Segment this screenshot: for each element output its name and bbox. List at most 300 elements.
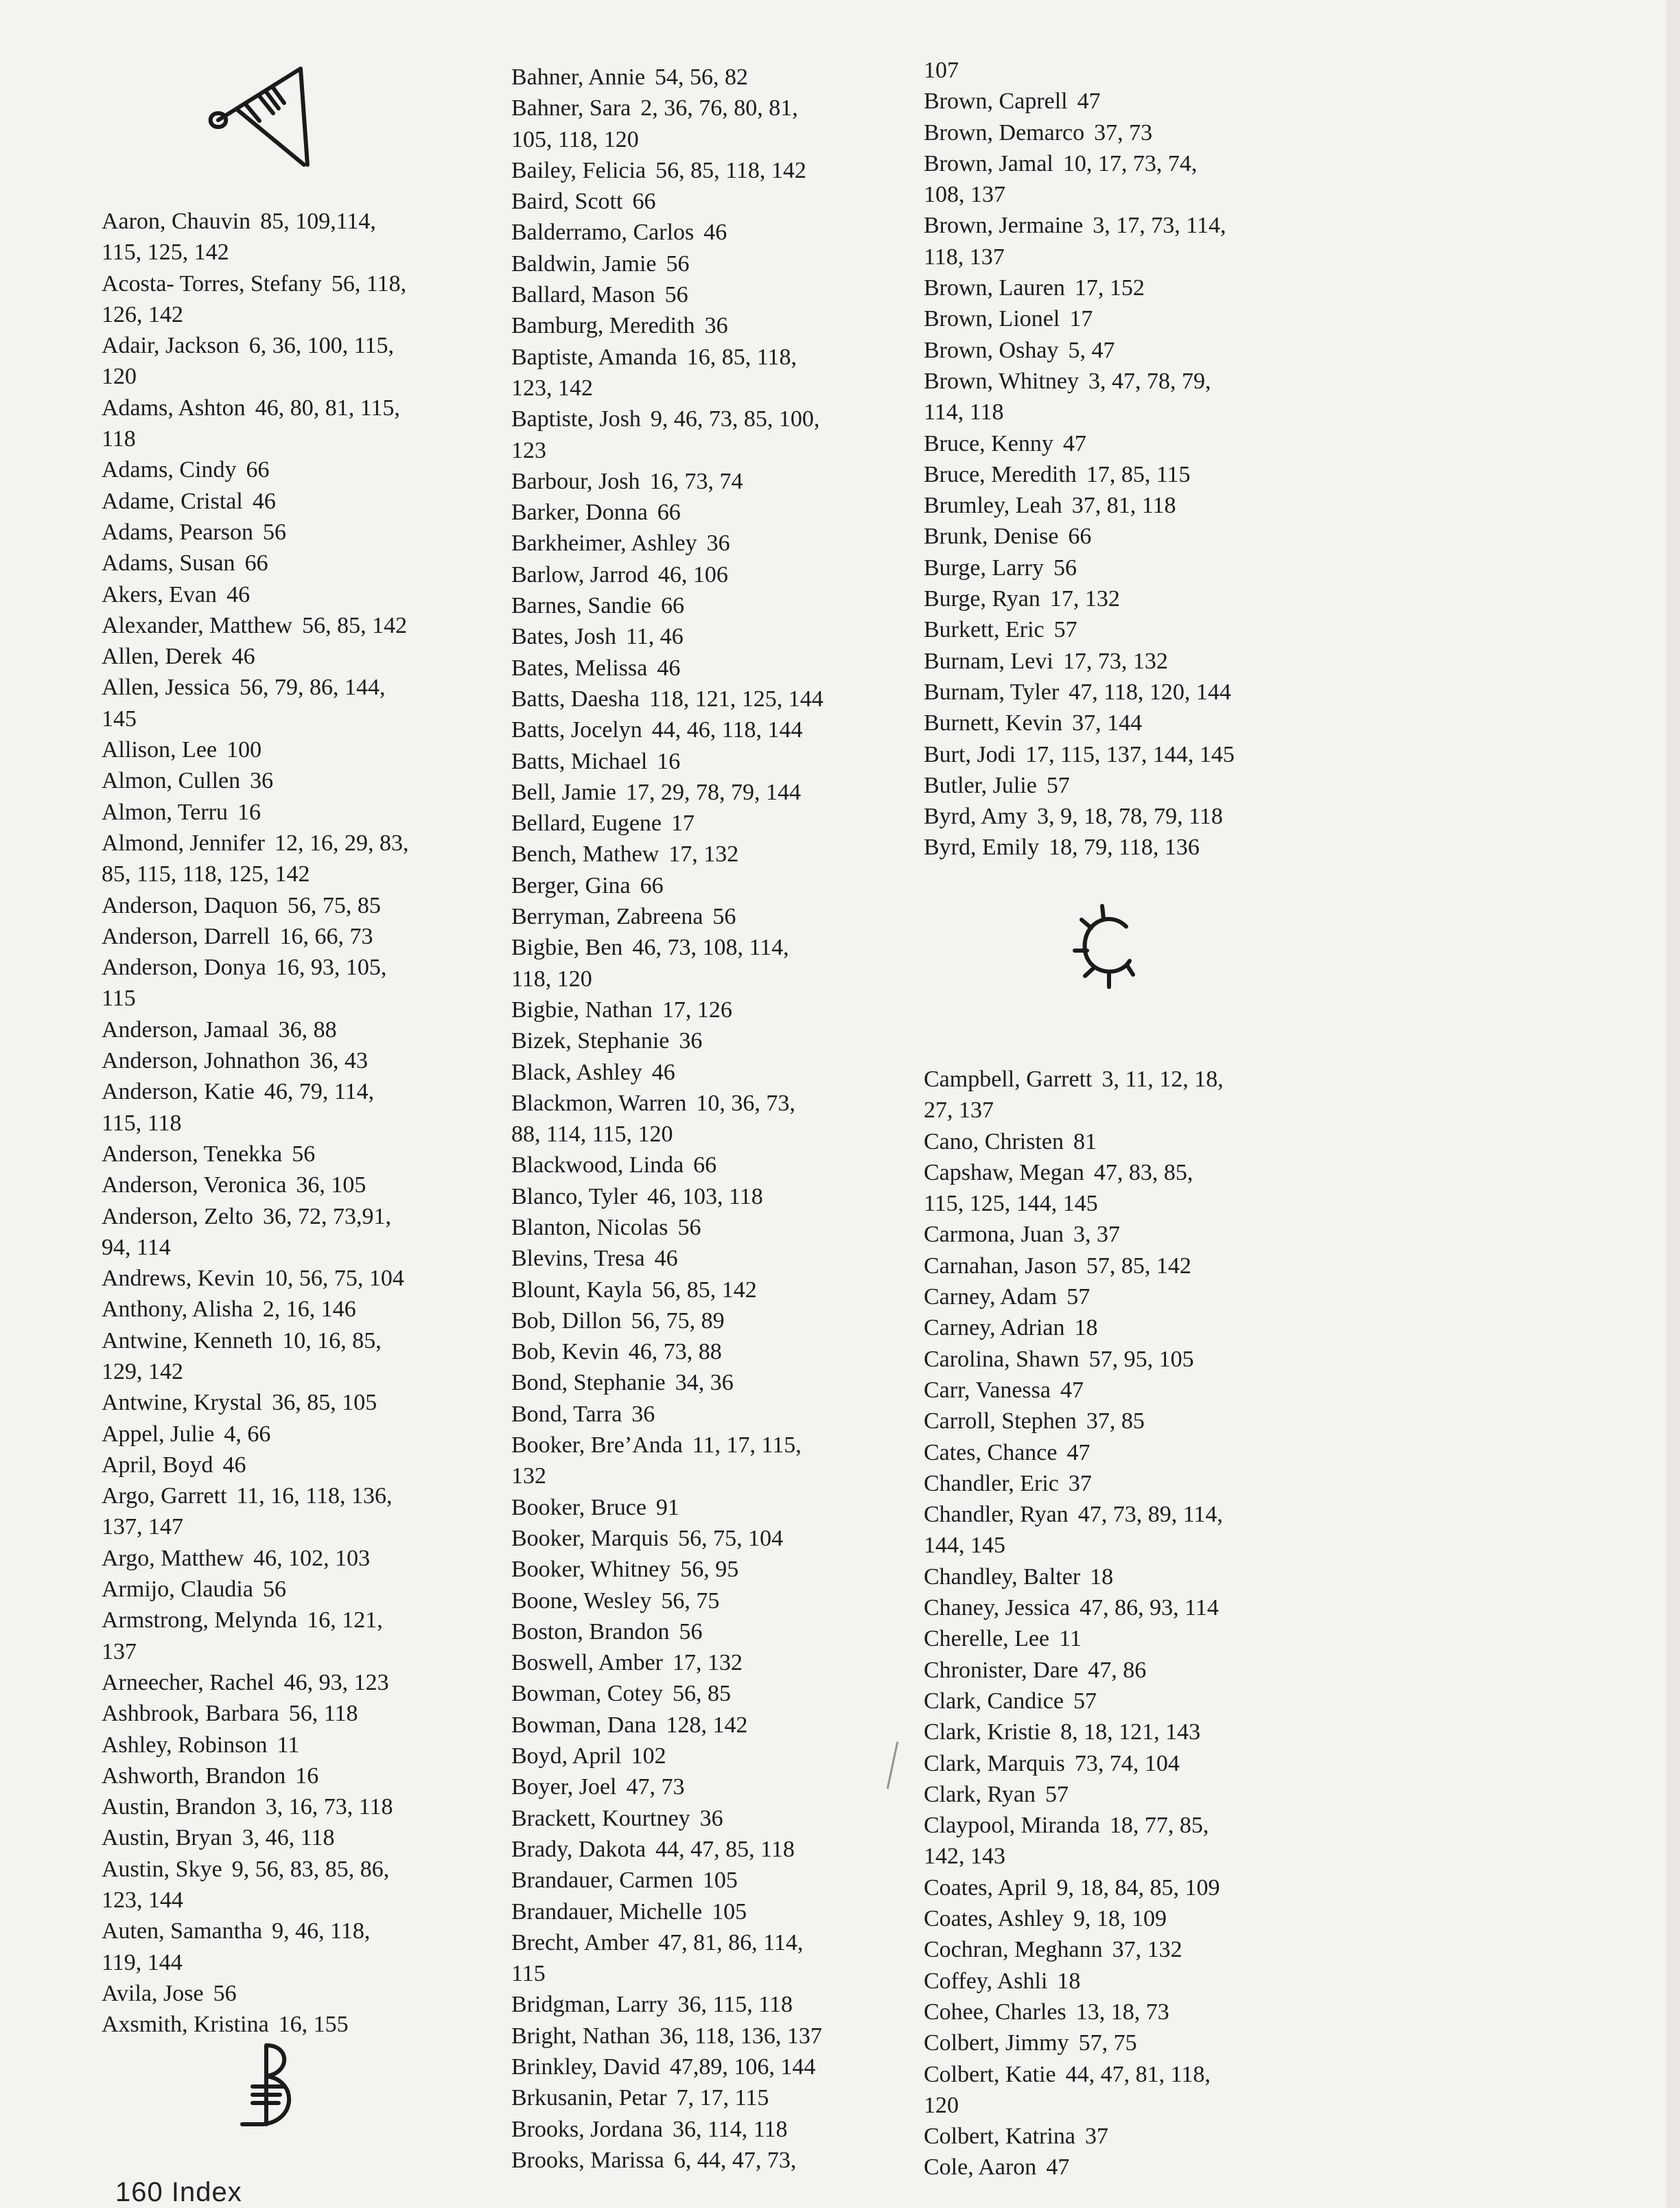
entry-name: Anderson, Tenekka [102,1141,283,1167]
index-entry [924,1872,1224,1903]
entry-pages: 108, 137 [924,182,1005,208]
entry-pages: 81 [1073,1128,1097,1154]
index-entry [511,684,824,714]
entry-name: Bright, Nathan [511,2023,651,2049]
index-entry [511,653,824,684]
entry-list-b-continued [924,55,1235,863]
index-entry [924,2059,1224,2090]
index-entry [511,746,824,777]
entry-pages: 6, 44, 47, 73, [673,2147,797,2173]
entry-name: Cochran, Meghann [924,1937,1103,1963]
index-entry [102,1201,408,1232]
entry-pages: 46, 106 [657,561,728,588]
entry-pages: 115, 125, 142 [102,240,229,266]
entry-pages: 10, 16, 85, [282,1327,382,1353]
entry-pages: 37, 132 [1112,1937,1182,1963]
entry-pages: 56, 75, 89 [631,1308,725,1334]
entry-name: Anderson, Darrell [102,923,270,949]
index-entry-continuation [102,859,408,890]
entry-pages: 17, 152 [1074,275,1145,301]
entry-name: Bruce, Kenny [924,430,1053,456]
entry-pages: 85, 115, 118, 125, 142 [102,861,310,887]
index-entry [924,428,1235,459]
index-entry [924,801,1235,832]
entry-pages: 118, 120 [511,966,592,992]
entry-name: Byrd, Emily [924,835,1040,861]
page-edge [1666,0,1680,2208]
index-entry [102,268,408,299]
entry-name: Alexander, Matthew [102,612,293,638]
entry-name: Cole, Aaron [924,2154,1037,2181]
entry-name: Boyd, April [511,1743,622,1769]
index-entry [102,1387,408,1418]
entry-pages: 3, 17, 73, 114, [1093,213,1226,239]
entry-name: Batts, Michael [511,748,648,774]
entry-pages: 9, 18, 109 [1073,1906,1167,1932]
index-entry [924,614,1235,645]
entry-pages: 66 [246,457,270,483]
index-entry [924,1499,1224,1530]
entry-pages: 56, 95 [680,1557,739,1583]
entry-name: Blount, Kayla [511,1277,642,1303]
index-entry [511,1803,824,1834]
entry-pages: 17, 126 [662,997,732,1023]
entry-pages: 16 [657,748,681,774]
index-entry [102,1698,408,1729]
entry-pages: 56, 118 [288,1701,358,1727]
entry-name: Bench, Mathew [511,841,660,868]
entry-name: Brooks, Marissa [511,2147,664,2173]
entry-pages: 18 [1090,1564,1114,1590]
index-entry [511,2082,824,2113]
index-entry-continuation [511,373,824,404]
index-entry [511,1336,824,1367]
index-entry [924,1406,1224,1437]
index-entry [511,2114,824,2145]
entry-name: Ashbrook, Barbara [102,1701,279,1727]
entry-pages: 56, 75, 104 [678,1525,784,1551]
index-entry [924,1655,1224,1686]
index-entry [511,1492,824,1523]
index-entry [511,404,824,434]
index-entry-continuation [511,1461,824,1491]
entry-pages: 11 [277,1732,300,1758]
entry-pages: 88, 114, 115, 120 [511,1122,673,1148]
entry-pages: 56, 85, 118, 142 [655,157,806,183]
entry-name: Coates, Ashley [924,1906,1064,1932]
index-entry [511,1865,824,1896]
entry-pages: 3, 37 [1073,1222,1120,1248]
entry-name: Barker, Donna [511,500,648,526]
entry-name: Baptiste, Amanda [511,344,677,370]
index-entry [511,1616,824,1647]
entry-pages: 10, 17, 73, 74, [1062,150,1198,176]
entry-name: Brown, Jamal [924,150,1053,176]
index-entry-continuation [924,1188,1224,1219]
index-entry [511,1741,824,1771]
index-entry [102,517,408,548]
index-entry-continuation [102,423,408,454]
index-entry [924,2152,1224,2183]
index-entry [924,1997,1224,2027]
entry-name: Brumley, Leah [924,493,1062,519]
entry-name: Appel, Julie [102,1421,215,1447]
entry-name: Burt, Jodi [924,741,1016,767]
index-entry [102,1978,408,2009]
index-entry-continuation [102,237,408,268]
entry-pages: 10, 56, 75, 104 [264,1266,404,1292]
entry-name: Cates, Chance [924,1439,1058,1465]
index-entry [511,1896,824,1927]
entry-pages: 3, 9, 18, 78, 79, 118 [1037,804,1223,830]
index-entry [511,839,824,870]
entry-pages: 91 [655,1494,679,1520]
entry-pages: 36, 43 [309,1048,368,1074]
entry-name: Brown, Lionel [924,306,1060,332]
entry-name: Anderson, Katie [102,1079,255,1105]
index-entry [511,1834,824,1865]
entry-pages: 6, 36, 100, 115, [248,333,394,359]
entry-pages: 57, 95, 105 [1088,1346,1194,1372]
index-entry [511,342,824,373]
index-entry [102,1076,408,1107]
index-entry [924,1251,1224,1281]
entry-pages: 17, 132 [668,841,739,868]
entry-pages: 2, 16, 146 [262,1297,356,1323]
index-entry [511,186,824,217]
entry-pages: 57 [1046,772,1070,798]
entry-name: Armstrong, Melynda [102,1607,298,1634]
entry-pages: 46 [654,1246,678,1272]
entry-name: Anthony, Alisha [102,1297,253,1323]
entry-pages: 27, 137 [924,1097,994,1124]
entry-name: Almon, Cullen [102,768,241,794]
index-entry [924,1810,1224,1841]
entry-pages: 119, 144 [102,1949,183,1975]
entry-pages: 66 [657,500,681,526]
entry-name: Anderson, Zelto [102,1203,253,1229]
entry-pages: 36, 118, 136, 137 [660,2023,822,2049]
entry-pages: 56, 85 [672,1681,731,1707]
entry-pages: 118, 121, 125, 144 [649,686,824,712]
entry-pages: 118, 137 [924,244,1005,270]
entry-pages: 47, 86 [1088,1657,1147,1683]
entry-name: Anderson, Jamaal [102,1016,269,1043]
index-entry [924,1686,1224,1717]
index-entry [102,1791,408,1822]
index-entry [924,2027,1224,2058]
index-entry [511,1399,824,1430]
entry-pages: 56, 85, 142 [651,1277,757,1303]
entry-name: Bowman, Dana [511,1712,657,1738]
entry-pages: 17, 132 [672,1650,743,1676]
index-entry [511,1554,824,1585]
entry-name: Brkusanin, Petar [511,2085,667,2111]
index-entry [924,1468,1224,1499]
entry-pages: 47, 81, 86, 114, [658,1929,804,1955]
entry-name: Balderramo, Carlos [511,220,695,246]
entry-name: Allen, Derek [102,644,222,670]
entry-name: Arneecher, Rachel [102,1669,275,1695]
index-entry [511,1275,824,1305]
entry-name: Burnam, Levi [924,648,1053,674]
entry-pages: 17, 29, 78, 79, 144 [625,779,801,805]
entry-pages: 37, 85 [1086,1408,1145,1434]
entry-pages: 16, 85, 118, [686,344,797,370]
index-entry [102,797,408,828]
entry-name: Boyer, Joel [511,1774,617,1800]
index-entry [511,1367,824,1398]
entry-pages: 56 [712,904,736,930]
index-entry [924,646,1235,677]
entry-name: Burge, Larry [924,555,1044,581]
entry-name: Austin, Bryan [102,1825,233,1851]
entry-pages: 120 [924,2092,959,2118]
entry-list-c [924,1064,1224,2183]
entry-name: Bell, Jamie [511,779,616,805]
entry-pages: 46 [651,1059,675,1085]
entry-pages: 66 [1068,524,1092,550]
index-entry [102,1854,408,1885]
entry-name: Barnes, Sandie [511,593,651,619]
entry-list-b [511,62,824,2176]
entry-name: Brown, Demarco [924,119,1085,146]
index-entry-continuation [511,964,824,995]
entry-pages: 11 [1059,1626,1082,1652]
index-entry [102,1543,408,1574]
entry-name: Avila, Jose [102,1980,204,2006]
entry-name: Boswell, Amber [511,1650,663,1676]
entry-pages: 137, 147 [102,1514,183,1540]
index-entry [924,1064,1224,1095]
entry-pages: 16, 121, [307,1607,383,1634]
index-entry [511,870,824,901]
entry-pages: 56 [679,1618,703,1645]
entry-pages: 126, 142 [102,301,183,327]
entry-name: Carnahan, Jason [924,1253,1077,1279]
entry-pages: 46, 80, 81, 115, [255,395,400,421]
entry-pages: 3, 16, 73, 118 [265,1794,393,1820]
entry-pages: 44, 47, 81, 118, [1065,2061,1211,2087]
index-entry-continuation [102,1636,408,1667]
entry-pages: 56, 79, 86, 144, [239,675,386,701]
entry-pages: 47 [1066,1439,1090,1465]
page-footer [115,2177,242,2208]
entry-name: Brackett, Kourtney [511,1805,690,1831]
entry-name: Batts, Daesha [511,686,640,712]
index-entry [511,1647,824,1678]
entry-pages: 57 [1053,617,1077,643]
index-entry-continuation [102,299,408,330]
index-entry [511,2052,824,2082]
entry-pages: 46, 102, 103 [253,1545,371,1571]
entry-pages: 66 [640,872,664,898]
index-entry [511,1585,824,1616]
entry-pages: 36 [704,313,728,339]
index-entry [102,1760,408,1791]
entry-pages: 115, 118 [102,1110,182,1136]
entry-pages: 7, 17, 115 [676,2085,769,2111]
entry-pages: 47 [1062,430,1086,456]
entry-pages: 8, 18, 121, 143 [1060,1719,1201,1745]
entry-name: Brandauer, Michelle [511,1898,703,1925]
entry-pages: 107 [924,58,959,83]
entry-pages: 36, 72, 73,91, [262,1203,391,1229]
entry-pages: 2, 36, 76, 80, 81, [640,95,798,121]
entry-pages: 57 [1073,1688,1097,1714]
entry-pages: 47 [1060,1377,1084,1403]
index-entry [511,62,824,93]
scan-mark [887,1741,898,1789]
entry-name: Clark, Ryan [924,1781,1036,1807]
index-entry [924,832,1235,863]
index-entry [924,770,1235,801]
entry-name: Booker, Whitney [511,1557,671,1583]
index-entry [924,1903,1224,1934]
entry-pages: 36, 115, 118 [677,1992,793,2018]
entry-pages: 46, 73, 108, 114, [632,935,789,961]
entry-name: Carmona, Juan [924,1222,1064,1248]
entry-name: Cherelle, Lee [924,1626,1050,1652]
entry-name: Booker, Bre’Anda [511,1432,683,1459]
entry-name: Brunk, Denise [924,524,1059,550]
entry-pages: 18 [1074,1315,1098,1341]
entry-name: Capshaw, Megan [924,1159,1084,1185]
entry-name: Bailey, Felicia [511,157,646,183]
index-entry [924,1312,1224,1343]
entry-pages: 36, 105 [296,1172,366,1198]
index-entry [511,995,824,1025]
entry-name: Auten, Samantha [102,1918,263,1944]
entry-name: Blackmon, Warren [511,1090,687,1116]
entry-pages: 17 [1069,306,1093,332]
entry-name: Bellard, Eugene [511,811,662,837]
entry-pages: 10, 36, 73, [696,1090,795,1116]
index-entry [511,590,824,621]
entry-name: Burkett, Eric [924,617,1045,643]
entry-name: Boston, Brandon [511,1618,670,1645]
index-entry [102,1139,408,1170]
index-entry [511,621,824,652]
index-entry [924,490,1235,521]
entry-name: Bates, Melissa [511,655,648,681]
index-entry [924,583,1235,614]
entry-pages: 16 [237,799,261,825]
entry-pages: 13, 18, 73 [1075,1999,1169,2025]
entry-name: Baptiste, Josh [511,406,641,432]
entry-pages: 128, 142 [666,1712,748,1738]
index-entry [102,1605,408,1636]
entry-name: Bigbie, Nathan [511,997,653,1023]
entry-pages: 36 [250,768,274,794]
entry-name: Baldwin, Jamie [511,251,657,277]
index-entry-continuation [102,1108,408,1139]
entry-pages: 46 [657,655,681,681]
entry-pages: 37, 144 [1072,710,1143,736]
index-entry [511,1088,824,1119]
entry-name: Antwine, Krystal [102,1390,263,1416]
index-entry [102,610,408,641]
entry-pages: 66 [660,593,684,619]
index-entry [924,117,1235,148]
index-entry [924,553,1235,583]
entry-name: Blevins, Tresa [511,1246,645,1272]
index-entry [511,714,824,745]
entry-pages: 5, 47 [1068,337,1115,363]
entry-name: Barbour, Josh [511,468,640,494]
entry-name: Bates, Josh [511,624,616,650]
index-entry-continuation [511,1119,824,1150]
entry-pages: 102 [631,1743,666,1769]
entry-pages: 123, 144 [102,1887,183,1914]
entry-name: Colbert, Katrina [924,2124,1075,2150]
entry-name: Brown, Whitney [924,368,1080,394]
index-entry [924,1375,1224,1406]
index-entry [102,952,408,983]
entry-pages: 47, 73, 89, 114, [1077,1502,1223,1528]
entry-name: Anderson, Donya [102,955,266,981]
entry-pages: 37 [1084,2124,1108,2150]
entry-pages: 56, 118, [331,270,407,297]
entry-name: Chandler, Ryan [924,1502,1069,1528]
entry-name: Brady, Dakota [511,1836,646,1862]
entry-pages: 16, 93, 105, [275,955,387,981]
entry-pages: 56 [666,251,690,277]
entry-name: Blanton, Nicolas [511,1214,668,1240]
entry-pages: 85, 109,114, [260,209,376,234]
index-entry [511,2145,824,2176]
entry-pages: 56 [292,1141,316,1167]
entry-name: Batts, Jocelyn [511,717,642,743]
entry-name: Burnam, Tyler [924,679,1060,705]
index-entry [511,279,824,310]
entry-name: Booker, Marquis [511,1525,669,1551]
index-entry [102,1325,408,1356]
index-entry [102,330,408,361]
index-entry [511,808,824,839]
entry-pages: 56, 75, 85 [287,892,381,918]
index-entry [924,1126,1224,1157]
entry-name: Cohee, Charles [924,1999,1066,2025]
index-entry [511,1305,824,1336]
entry-name: Coffey, Ashli [924,1968,1048,1994]
entry-name: Berryman, Zabreena [511,904,703,930]
entry-name: Austin, Brandon [102,1794,256,1820]
index-entry [102,1450,408,1480]
entry-pages: 18, 79, 118, 136 [1049,835,1200,861]
entry-name: Barlow, Jarrod [511,561,649,588]
index-entry [511,932,824,963]
entry-name: Allison, Lee [102,737,218,763]
entry-pages: 17, 73, 132 [1062,648,1168,674]
entry-name: Brown, Lauren [924,275,1065,301]
entry-name: Bahner, Annie [511,65,646,90]
entry-name: Barkheimer, Ashley [511,531,697,557]
entry-pages: 44, 47, 85, 118 [655,1836,795,1862]
index-entry [102,1480,408,1511]
index-entry [102,734,408,765]
entry-name: Aaron, Chauvin [102,209,251,234]
index-entry [924,459,1235,490]
index-entry [924,1281,1224,1312]
entry-name: Almon, Terru [102,799,228,825]
entry-pages: 36, 114, 118 [672,2116,788,2142]
entry-name: Bob, Dillon [511,1308,622,1334]
index-entry [511,1181,824,1212]
index-entry [102,2009,408,2040]
index-entry [102,454,408,485]
entry-pages: 47, 118, 120, 144 [1069,679,1231,705]
